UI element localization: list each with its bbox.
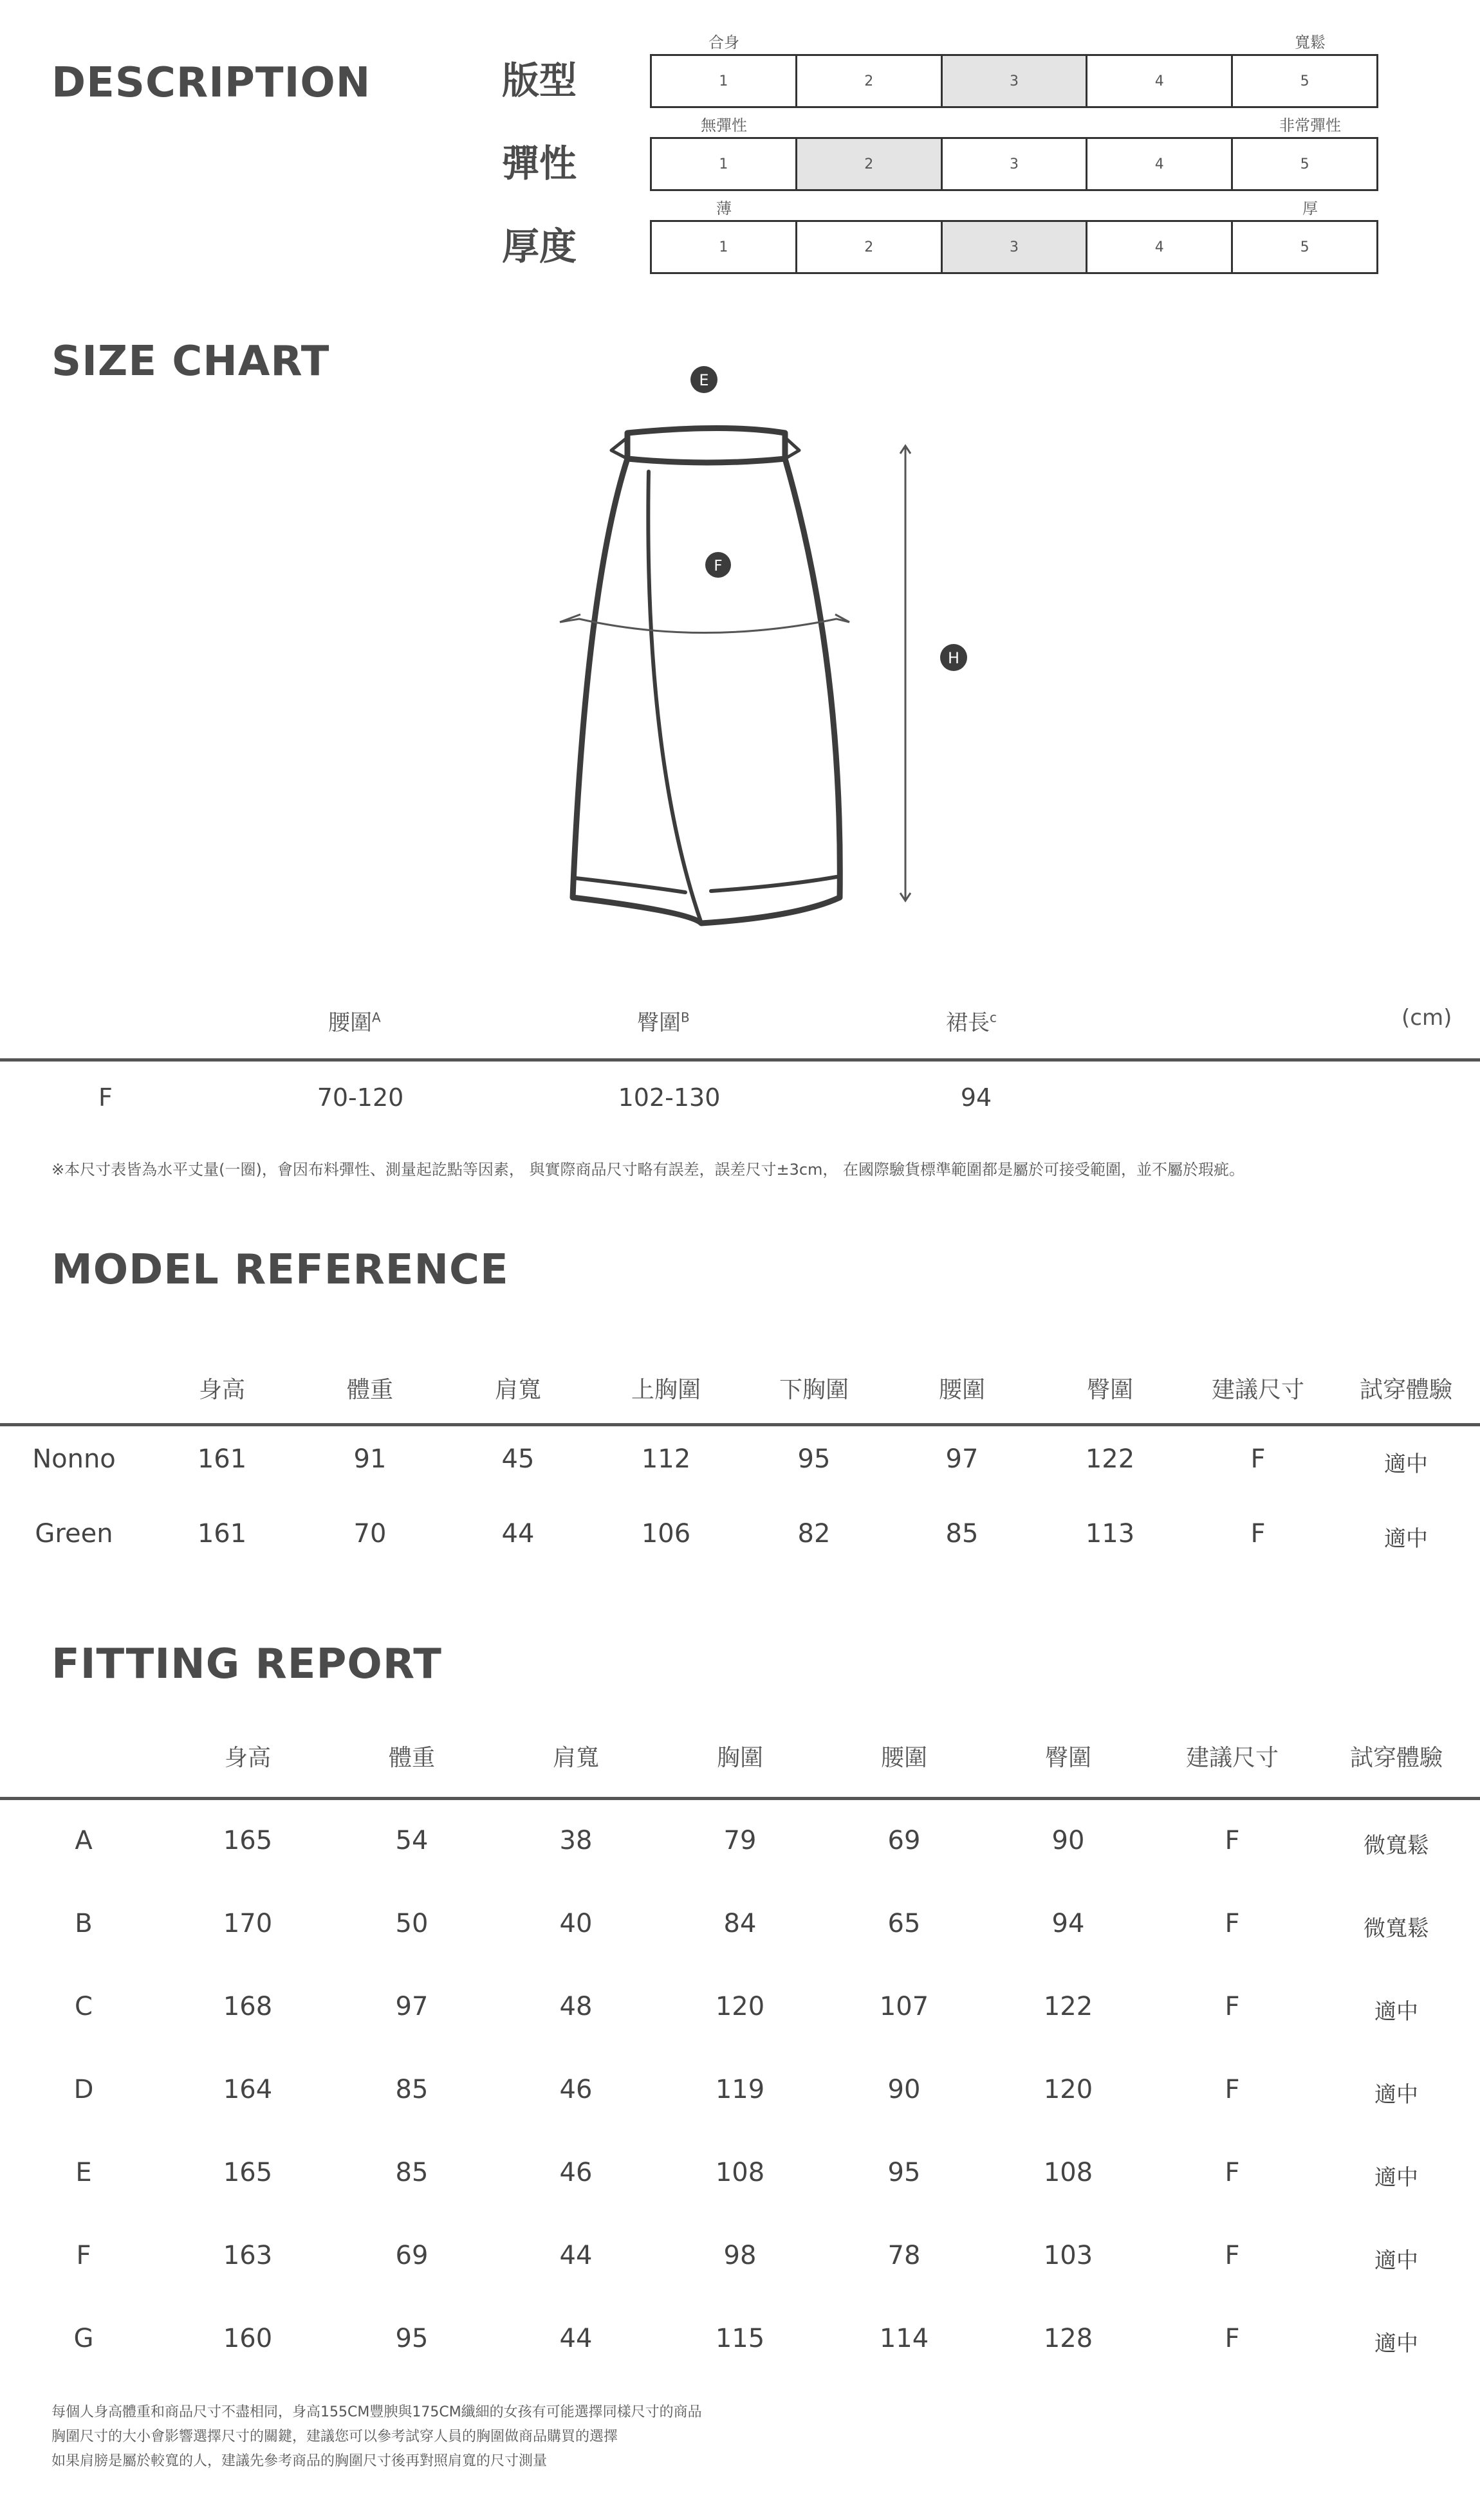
table-cell: 122 <box>1043 1992 1093 2021</box>
table-cell: 114 <box>879 2324 929 2353</box>
scale-cell: 3 <box>943 139 1088 189</box>
table-cell: 微寬鬆 <box>1364 1916 1429 1942</box>
table-cell: 85 <box>945 1519 979 1549</box>
table-header: 建議尺寸 <box>1211 1377 1305 1403</box>
table-cell: 45 <box>501 1444 535 1474</box>
size-chart-heading: SIZE CHART <box>51 338 330 385</box>
table-cell: 95 <box>887 2158 921 2187</box>
table-header: 上胸圍 <box>631 1377 701 1403</box>
scale-cell: 4 <box>1087 56 1233 106</box>
hip-measure-line <box>560 619 849 633</box>
scale-cell: 5 <box>1300 73 1309 89</box>
rating-scale <box>650 137 1378 191</box>
table-cell: 168 <box>223 1992 273 2021</box>
size-header-label: 腰圍 <box>328 1010 372 1036</box>
table-cell: 91 <box>353 1444 387 1474</box>
table-cell: 113 <box>1085 1519 1135 1549</box>
marker-h <box>940 644 967 671</box>
unit-label: (cm) <box>1401 1005 1452 1031</box>
table-cell: 44 <box>501 1519 535 1549</box>
table-header: 體重 <box>346 1377 394 1403</box>
table-cell: 40 <box>559 1909 593 1938</box>
table-cell: F <box>1225 1909 1240 1938</box>
table-cell: 165 <box>223 1826 273 1855</box>
scale-title: 厚度 <box>502 225 577 268</box>
table-cell: 適中 <box>1374 2165 1418 2191</box>
table-cell: 適中 <box>1374 1999 1418 2025</box>
table-cell: 65 <box>887 1909 921 1938</box>
table-cell: 適中 <box>1384 1451 1428 1477</box>
rating-scale <box>650 220 1378 274</box>
table-header: 肩寬 <box>552 1745 600 1771</box>
size-value: 70-120 <box>317 1083 404 1112</box>
table-header: 腰圍 <box>938 1377 986 1403</box>
rating-scale <box>650 54 1378 108</box>
scale-cell: 1 <box>652 222 797 272</box>
scale-cell: 2 <box>797 222 943 272</box>
table-header: 臀圍 <box>1086 1377 1134 1403</box>
table-cell: 160 <box>223 2324 273 2353</box>
table-header: 下胸圍 <box>779 1377 849 1403</box>
table-cell: 98 <box>723 2241 757 2270</box>
table-cell: 適中 <box>1374 2248 1418 2274</box>
scale-left-label: 合身 <box>708 33 739 51</box>
table-cell: 128 <box>1043 2324 1093 2353</box>
table-rule <box>0 1423 1480 1426</box>
table-cell: 108 <box>715 2158 765 2187</box>
size-header-label: 臀圍 <box>637 1010 681 1036</box>
table-cell: 82 <box>797 1519 831 1549</box>
size-header-sup: B <box>681 1009 690 1025</box>
table-row-label: C <box>75 1992 93 2021</box>
scale-cell: 3 <box>943 222 1088 272</box>
table-row-label: Green <box>35 1519 113 1549</box>
table-header: 腰圍 <box>880 1745 928 1771</box>
marker-e-label: E <box>699 371 709 389</box>
table-cell: 97 <box>395 1992 429 2021</box>
table-cell: 適中 <box>1384 1526 1428 1552</box>
table-cell: 50 <box>395 1909 429 1938</box>
table-cell: 84 <box>723 1909 757 1938</box>
table-row-label: A <box>75 1826 93 1855</box>
table-header: 試穿體驗 <box>1349 1745 1443 1771</box>
size-table-rule <box>0 1058 1480 1062</box>
scale-title: 彈性 <box>502 142 577 185</box>
table-header: 身高 <box>198 1377 246 1403</box>
table-cell: 122 <box>1085 1444 1135 1474</box>
table-cell: 170 <box>223 1909 273 1938</box>
table-cell: F <box>1225 2075 1240 2104</box>
table-cell: 119 <box>715 2075 765 2104</box>
table-cell: 115 <box>715 2324 765 2353</box>
table-cell: 106 <box>641 1519 691 1549</box>
table-cell: F <box>1250 1444 1266 1474</box>
table-cell: 38 <box>559 1826 593 1855</box>
table-row-label: Nonno <box>32 1444 116 1474</box>
scale-cell: 1 <box>652 139 797 189</box>
table-cell: 112 <box>641 1444 691 1474</box>
table-cell: 適中 <box>1374 2331 1418 2357</box>
size-header <box>637 1005 690 1036</box>
table-cell: 90 <box>1051 1826 1085 1855</box>
table-cell: 79 <box>723 1826 757 1855</box>
table-row-label: D <box>73 2075 94 2104</box>
table-header: 肩寬 <box>494 1377 542 1403</box>
size-header-label: 裙長 <box>946 1010 990 1036</box>
size-value: 94 <box>960 1083 992 1112</box>
scale-cell: 2 <box>797 139 943 189</box>
table-cell: 97 <box>945 1444 979 1474</box>
table-header: 臀圍 <box>1044 1745 1092 1771</box>
table-cell: 108 <box>1043 2158 1093 2187</box>
marker-f <box>705 552 731 578</box>
size-row-label: F <box>98 1083 113 1112</box>
skirt-diagram <box>541 357 991 936</box>
size-note: ※本尺寸表皆為水平丈量(一圈)，會因布料彈性、測量起訖點等因素， 與實際商品尺寸略有誤差，誤差尺寸±3cm， 在國際驗貨標準範圍都是屬於可接受範圍，並不屬於瑕疵。 <box>51 1161 1245 1179</box>
table-cell: 85 <box>395 2158 429 2187</box>
table-cell: 95 <box>797 1444 831 1474</box>
table-cell: F <box>1225 2241 1240 2270</box>
table-header: 建議尺寸 <box>1185 1745 1279 1771</box>
table-cell: 164 <box>223 2075 273 2104</box>
table-cell: 微寬鬆 <box>1364 1833 1429 1859</box>
scale-cell: 2 <box>797 56 943 106</box>
table-cell: 適中 <box>1374 2082 1418 2108</box>
table-cell: F <box>1225 1826 1240 1855</box>
table-cell: 70 <box>353 1519 387 1549</box>
scale-left-label: 薄 <box>716 199 732 217</box>
table-cell: 161 <box>197 1519 247 1549</box>
table-cell: F <box>1225 2324 1240 2353</box>
table-cell: 165 <box>223 2158 273 2187</box>
table-header: 身高 <box>224 1745 272 1771</box>
table-row-label: E <box>75 2158 92 2187</box>
table-cell: F <box>1250 1519 1266 1549</box>
table-cell: 78 <box>887 2241 921 2270</box>
table-cell: F <box>1225 2158 1240 2187</box>
table-cell: 107 <box>879 1992 929 2021</box>
size-value: 102-130 <box>618 1083 721 1112</box>
table-row-label: G <box>73 2324 94 2353</box>
size-header <box>328 1005 381 1036</box>
table-cell: 120 <box>1043 2075 1093 2104</box>
scale-cell: 5 <box>1300 156 1309 172</box>
scale-cell: 3 <box>943 56 1088 106</box>
table-rule <box>0 1797 1480 1800</box>
table-cell: 54 <box>395 1826 429 1855</box>
table-cell: 44 <box>559 2241 593 2270</box>
table-header: 試穿體驗 <box>1359 1377 1453 1403</box>
marker-f-label: F <box>714 558 723 575</box>
scale-right-label: 寬鬆 <box>1295 33 1326 51</box>
table-cell: 95 <box>395 2324 429 2353</box>
fitting-report-heading: FITTING REPORT <box>51 1641 442 1688</box>
table-cell: 46 <box>559 2158 593 2187</box>
skirt-outline <box>573 428 840 924</box>
table-row-label: F <box>76 2241 91 2270</box>
size-header-sup: A <box>372 1009 381 1025</box>
table-header: 胸圍 <box>716 1745 764 1771</box>
table-cell: 161 <box>197 1444 247 1474</box>
scale-right-label: 厚 <box>1302 199 1318 217</box>
fitting-note: 如果肩膀是屬於較寬的人，建議先參考商品的胸圍尺寸後再對照肩寬的尺寸測量 <box>51 2453 548 2469</box>
description-heading: DESCRIPTION <box>51 59 371 107</box>
table-cell: 120 <box>715 1992 765 2021</box>
size-header-sup: c <box>990 1009 997 1025</box>
table-header: 體重 <box>388 1745 436 1771</box>
table-cell: 48 <box>559 1992 593 2021</box>
scale-right-label: 非常彈性 <box>1279 116 1341 134</box>
table-cell: 90 <box>887 2075 921 2104</box>
size-header <box>946 1005 997 1036</box>
table-row-label: B <box>75 1909 93 1938</box>
scale-cell: 1 <box>652 56 797 106</box>
scale-left-label: 無彈性 <box>701 116 747 134</box>
fitting-note: 每個人身高體重和商品尺寸不盡相同，身高155CM豐腴與175CM纖細的女孩有可能選擇同樣尺寸的商品 <box>51 2404 702 2420</box>
fitting-note: 胸圍尺寸的大小會影響選擇尺寸的關鍵，建議您可以參考試穿人員的胸圍做商品購買的選擇 <box>51 2429 618 2445</box>
marker-h-label: H <box>947 649 960 667</box>
table-cell: 85 <box>395 2075 429 2104</box>
scale-cell: 5 <box>1300 239 1309 255</box>
table-cell: 94 <box>1051 1909 1085 1938</box>
model-reference-heading: MODEL REFERENCE <box>51 1246 509 1294</box>
table-cell: 163 <box>223 2241 273 2270</box>
scale-cell: 4 <box>1087 139 1233 189</box>
table-cell: F <box>1225 1992 1240 2021</box>
scale-cell: 4 <box>1087 222 1233 272</box>
table-cell: 46 <box>559 2075 593 2104</box>
table-cell: 44 <box>559 2324 593 2353</box>
table-cell: 103 <box>1043 2241 1093 2270</box>
scale-title: 版型 <box>502 59 577 102</box>
table-cell: 69 <box>395 2241 429 2270</box>
marker-e <box>690 366 717 393</box>
table-cell: 69 <box>887 1826 921 1855</box>
